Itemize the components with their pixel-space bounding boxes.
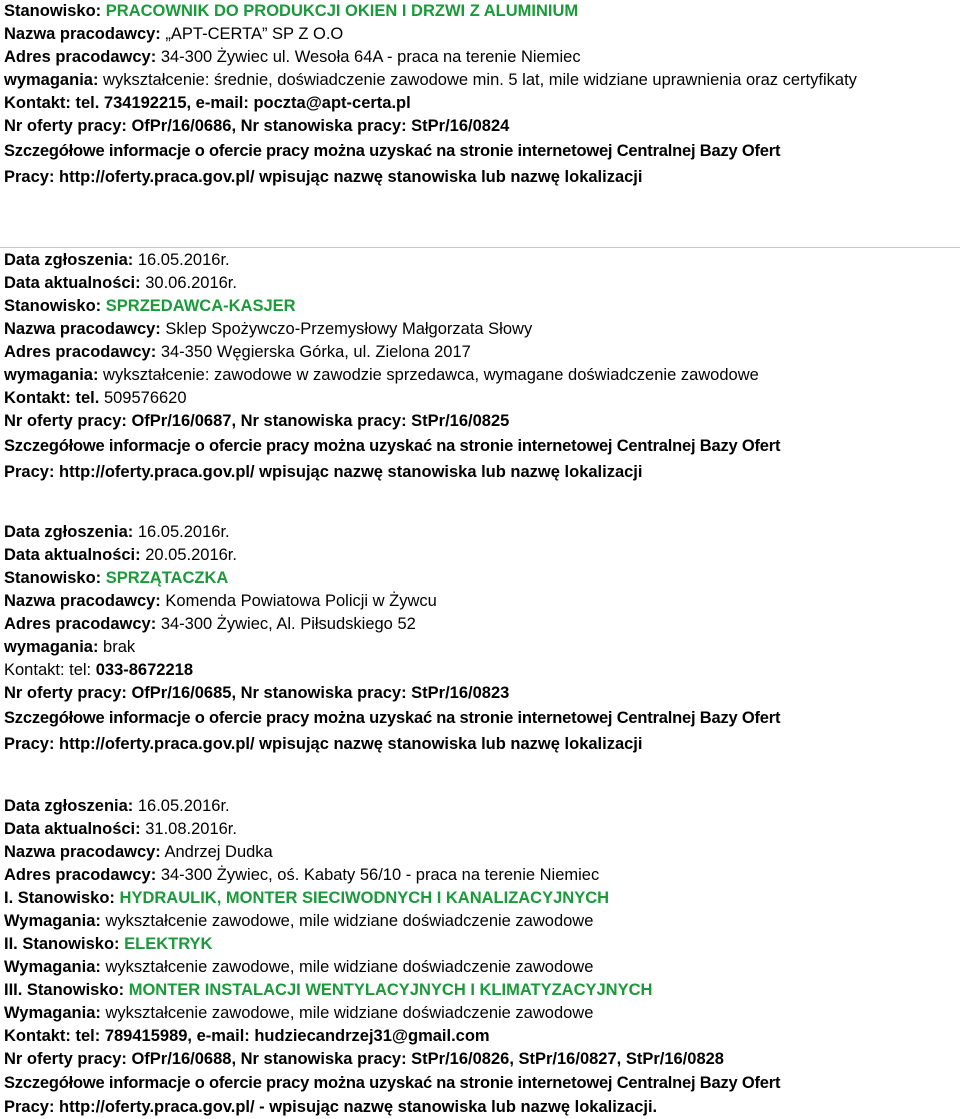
position-title: MONTER INSTALACJI WENTYLACYJNYCH I KLIMATYZACYJNYCH	[128, 981, 653, 999]
offer-3-address: Adres pracodawcy: 34-300 Żywiec, Al. Piłsudskiego 52	[4, 615, 416, 633]
divider	[0, 247, 960, 248]
offer-2-offer-number: Nr oferty pracy: OfPr/16/0687, Nr stanowiska pracy: StPr/16/0825	[4, 412, 510, 430]
offer-4-info-line-1: Szczegółowe informacje o ofercie pracy można uzyskać na stronie internetowej Centralnej Bazy Ofert	[4, 1074, 781, 1092]
offer-1	[4, 0, 956, 190]
offer-2-info-line-1: Szczegółowe informacje o ofercie pracy można uzyskać na stronie internetowej Centralnej Bazy Ofert	[4, 437, 781, 455]
offer-3-position: Stanowisko: SPRZĄTACZKA	[4, 569, 229, 587]
offer-1-info-line-2: Pracy: http://oferty.praca.gov.pl/ wpisując nazwę stanowiska lub nazwę lokalizacji	[4, 168, 643, 186]
offer-4-date-valid: Data aktualności: 31.08.2016r.	[4, 820, 237, 838]
offer-2-employer: Nazwa pracodawcy: Sklep Spożywczo-Przemysłowy Małgorzata Słowy	[4, 320, 533, 338]
offer-2-position: Stanowisko: SPRZEDAWCA-KASJER	[4, 297, 296, 315]
offer-4-offer-number: Nr oferty pracy: OfPr/16/0688, Nr stanowiska pracy: StPr/16/0826, StPr/16/0827, StPr/16/0828	[4, 1050, 724, 1068]
offer-2-contact: Kontakt: tel. 509576620	[4, 389, 187, 407]
offer-3-employer: Nazwa pracodawcy: Komenda Powiatowa Policji w Żywcu	[4, 592, 437, 610]
offer-2	[4, 249, 956, 485]
offer-3-requirements: wymagania: brak	[4, 638, 136, 656]
offer-4-requirements-2: Wymagania: wykształcenie zawodowe, mile widziane doświadczenie zawodowe	[4, 958, 594, 976]
offer-1-offer-number: Nr oferty pracy: OfPr/16/0686, Nr stanowiska pracy: StPr/16/0824	[4, 117, 510, 135]
offer-4-position-2: II. Stanowisko: ELEKTRYK	[4, 935, 213, 953]
position-title: HYDRAULIK, MONTER SIECIWODNYCH I KANALIZACYJNYCH	[119, 889, 610, 907]
offer-3-offer-number: Nr oferty pracy: OfPr/16/0685, Nr stanowiska pracy: StPr/16/0823	[4, 684, 510, 702]
offer-3	[4, 521, 956, 757]
divider	[0, 518, 960, 519]
offer-4-requirements-3: Wymagania: wykształcenie zawodowe, mile widziane doświadczenie zawodowe	[4, 1004, 594, 1022]
offer-4	[4, 795, 956, 1119]
offer-4-contact: Kontakt: tel: 789415989, e-mail: hudziecandrzej31@gmail.com	[4, 1027, 490, 1045]
offer-1-employer: Nazwa pracodawcy: „APT-CERTA” SP Z O.O	[4, 25, 344, 43]
offer-1-position: Stanowisko: PRACOWNIK DO PRODUKCJI OKIEN I DRZWI Z ALUMINIUM	[4, 2, 579, 20]
offer-2-date-valid: Data aktualności: 30.06.2016r.	[4, 274, 237, 292]
offer-1-requirements: wymagania: wykształcenie: średnie, doświadczenie zawodowe min. 5 lat, mile widziane uprawnienia oraz certyfikaty	[4, 71, 857, 89]
offer-3-contact: Kontakt: tel: 033-8672218	[4, 661, 193, 679]
offer-4-address: Adres pracodawcy: 34-300 Żywiec, oś. Kabaty 56/10 - praca na terenie Niemiec	[4, 866, 600, 884]
offer-3-date-valid: Data aktualności: 20.05.2016r.	[4, 546, 237, 564]
position-title: ELEKTRYK	[124, 935, 213, 953]
offer-3-date-submitted: Data zgłoszenia: 16.05.2016r.	[4, 523, 230, 541]
offer-1-address: Adres pracodawcy: 34-300 Żywiec ul. Wesoła 64A - praca na terenie Niemiec	[4, 48, 581, 66]
offer-1-contact: Kontakt: tel. 734192215, e-mail: poczta@apt-certa.pl	[4, 94, 411, 112]
offer-2-address: Adres pracodawcy: 34-350 Węgierska Górka, ul. Zielona 2017	[4, 343, 471, 361]
offer-3-info-line-1: Szczegółowe informacje o ofercie pracy można uzyskać na stronie internetowej Centralnej Bazy Ofert	[4, 709, 781, 727]
offer-2-requirements: wymagania: wykształcenie: zawodowe w zawodzie sprzedawca, wymagane doświadczenie zawodowe	[4, 366, 759, 384]
offer-2-info-line-2: Pracy: http://oferty.praca.gov.pl/ wpisując nazwę stanowiska lub nazwę lokalizacji	[4, 463, 643, 481]
offer-3-info-line-2: Pracy: http://oferty.praca.gov.pl/ wpisując nazwę stanowiska lub nazwę lokalizacji	[4, 735, 643, 753]
offer-4-position-1: I. Stanowisko: HYDRAULIK, MONTER SIECIWODNYCH I KANALIZACYJNYCH	[4, 889, 610, 907]
position-title: PRACOWNIK DO PRODUKCJI OKIEN I DRZWI Z ALUMINIUM	[105, 2, 579, 20]
offer-1-info-line-1: Szczegółowe informacje o ofercie pracy można uzyskać na stronie internetowej Centralnej Bazy Ofert	[4, 142, 781, 160]
offer-4-requirements-1: Wymagania: wykształcenie zawodowe, mile widziane doświadczenie zawodowe	[4, 912, 594, 930]
position-title: SPRZEDAWCA-KASJER	[105, 297, 296, 315]
offer-4-employer: Nazwa pracodawcy: Andrzej Dudka	[4, 843, 273, 861]
offer-4-info-line-2: Pracy: http://oferty.praca.gov.pl/ - wpisując nazwę stanowiska lub nazwę lokalizacji.	[4, 1098, 658, 1116]
offer-4-date-submitted: Data zgłoszenia: 16.05.2016r.	[4, 797, 230, 815]
offer-4-position-3: III. Stanowisko: MONTER INSTALACJI WENTYLACYJNYCH I KLIMATYZACYJNYCH	[4, 981, 653, 999]
position-title: SPRZĄTACZKA	[105, 569, 229, 587]
offer-2-date-submitted: Data zgłoszenia: 16.05.2016r.	[4, 251, 230, 269]
